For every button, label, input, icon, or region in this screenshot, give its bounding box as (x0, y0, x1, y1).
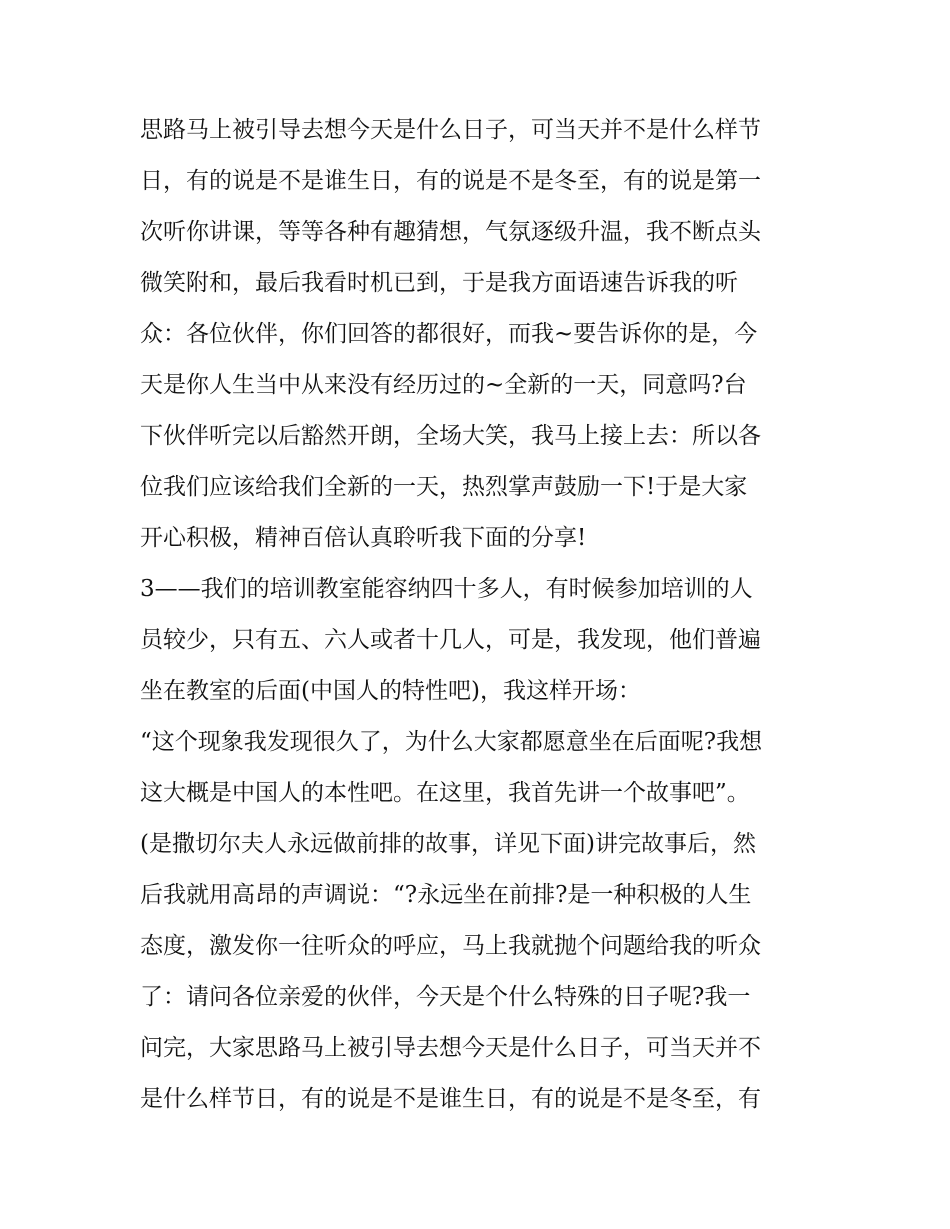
text-line: 坐在教室的后面(中国人的特性吧)，我这样开场： (140, 678, 641, 704)
text-line: 微笑附和，最后我看时机已到，于是我方面语速告诉我的听 (140, 270, 738, 296)
text-line: 3——我们的培训教室能容纳四十多人，有时候参加培训的人 (140, 576, 753, 602)
text-line: 位我们应该给我们全新的一天，热烈掌声鼓励一下!于是大家 (140, 474, 748, 500)
text-line: 是什么样节日，有的说是不是谁生日，有的说是不是冬至，有 (140, 1086, 761, 1112)
text-line: 众：各位伙伴，你们回答的都很好，而我~要告诉你的是，今 (140, 321, 758, 347)
text-line: 后我就用高昂的声调说：“?永远坐在前排?是一种积极的人生 (140, 882, 752, 908)
text-line: 天是你人生当中从来没有经历过的~全新的一天，同意吗?台 (140, 372, 747, 398)
text-line: 日，有的说是不是谁生日，有的说是不是冬至，有的说是第一 (140, 168, 761, 194)
text-line: (是撒切尔夫人永远做前排的故事，详见下面)讲完故事后，然 (140, 831, 756, 857)
text-line: 次听你讲课，等等各种有趣猜想，气氛逐级升温，我不断点头 (140, 219, 761, 245)
text-line: 态度，激发你一往听众的呼应，马上我就抛个问题给我的听众 (140, 933, 761, 959)
text-line: “这个现象我发现很久了，为什么大家都愿意坐在后面呢?我想 (140, 729, 763, 755)
body-text (140, 105, 820, 1125)
text-line: 思路马上被引导去想今天是什么日子，可当天并不是什么样节 (140, 117, 761, 143)
text-line: 问完，大家思路马上被引导去想今天是什么日子，可当天并不 (140, 1035, 761, 1061)
text-line: 这大概是中国人的本性吧。在这里，我首先讲一个故事吧”。 (140, 780, 750, 806)
text-line: 了：请问各位亲爱的伙伴，今天是个什么特殊的日子呢?我一 (140, 984, 751, 1010)
text-line: 员较少，只有五、六人或者十几人，可是，我发现，他们普遍 (140, 627, 761, 653)
text-line: 开心积极，精神百倍认真聆听我下面的分享! (140, 525, 587, 551)
text-line: 下伙伴听完以后豁然开朗，全场大笑，我马上接上去：所以各 (140, 423, 761, 449)
